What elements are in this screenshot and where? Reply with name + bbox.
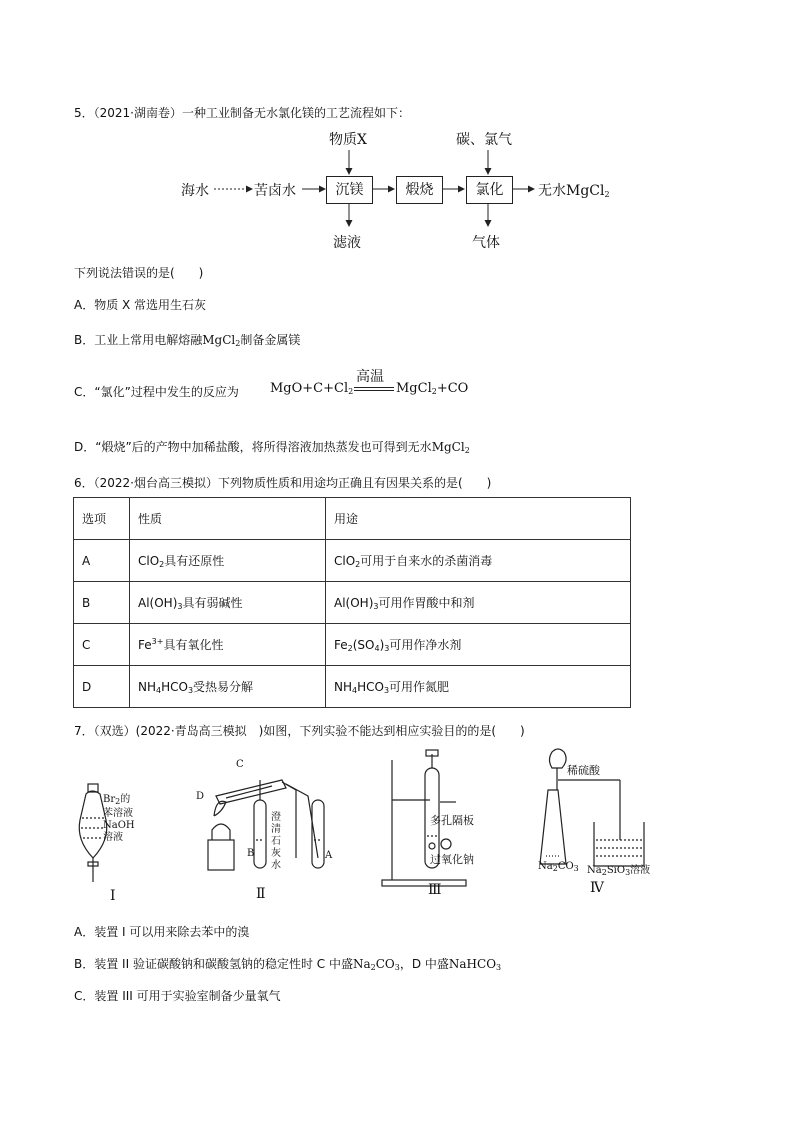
table-header-row	[74, 498, 631, 540]
table-row: D $NH_4HCO_3$受热易分解 $NH_4HCO_3$可用作氮肥	[74, 666, 631, 708]
fig3-numeral: Ⅲ	[428, 882, 442, 898]
fig2-numeral: Ⅱ	[256, 886, 266, 902]
q6-stem: 6．（2022·烟台高三模拟）下列物质性质和用途均正确且有因果关系的是( )	[74, 476, 492, 490]
condition-high-temp: 高温	[356, 369, 384, 385]
flow-arrows	[0, 0, 794, 260]
q7-option-c: C．装置 III 可用于实验室制备少量氧气	[74, 989, 281, 1003]
fig4-label-acid: 稀硫酸	[567, 764, 600, 777]
q7-option-a: A．装置 I 可以用来除去苯中的溴	[74, 925, 250, 939]
flow-above-x: 物质X	[329, 132, 367, 148]
fig4-numeral: Ⅳ	[590, 880, 604, 896]
fig3-label-porous: 多孔隔板	[430, 814, 474, 827]
flow-product: 无水MgCl$_2$	[538, 183, 610, 199]
header-option: 选项	[74, 498, 130, 540]
header-property: 性质	[130, 498, 326, 540]
flow-below-gas: 气体	[472, 235, 500, 251]
table-row: A ClO$_2$具有还原性 ClO$_2$可用于自来水的杀菌消毒	[74, 540, 631, 582]
fig4-label-na2co3: $Na_2CO_3$	[538, 861, 579, 873]
fig2-label-a: A	[325, 850, 333, 861]
q6-table	[73, 497, 631, 708]
flow-step-precipitate: 沉镁	[326, 176, 373, 204]
fig1-numeral: Ⅰ	[110, 888, 116, 904]
fig2-label-d: D	[196, 791, 205, 802]
fig2-label-c: C	[236, 759, 244, 770]
q7-stem: 7．（双选）(2022·青岛高三模拟 )如图，下列实验不能达到相应实验目的的是( )	[74, 724, 525, 738]
table-row: C $Fe^{3+}$具有氧化性 $Fe_2(SO_4)_3$可用作净水剂	[74, 624, 631, 666]
flow-brine: 苦卤水	[254, 183, 296, 199]
q5-ask: 下列说法错误的是( )	[74, 266, 204, 280]
fig4-label-na2sio3: $Na_2SiO_3$溶液	[587, 865, 651, 877]
flow-step-chlorinate: 氯化	[466, 176, 513, 204]
flow-seawater: 海水	[181, 183, 209, 199]
fig3-label-peroxide: 过氧化钠	[430, 853, 474, 866]
q5-option-a: A．物质 X 常选用生石灰	[74, 298, 207, 312]
q5-option-b: B．工业上常用电解熔融MgCl$_2$制备金属镁	[74, 333, 301, 348]
q5-stem: 5．（2021·湖南卷）一种工业制备无水氯化镁的工艺流程如下：	[74, 106, 410, 120]
fig2-label-b: B	[247, 848, 255, 859]
flow-below-filtrate: 滤液	[333, 235, 361, 251]
heating-tubes-drawing	[208, 780, 324, 870]
fig1-labels: $Br_2$的 苯溶液 NaOH 溶液	[103, 794, 135, 843]
q5-option-d: D．“煅烧”后的产物中加稀盐酸，将所得溶液加热蒸发也可得到无水MgCl$_2$	[74, 440, 470, 455]
fig2-limewater-label: 澄 清 石 灰 水	[271, 812, 281, 871]
q7-option-b: B．装置 II 验证碳酸钠和碳酸氢钠的稳定性时 C 中盛$Na_2CO_3$，D 中盛NaHCO$_3$	[74, 957, 502, 972]
header-use: 用途	[326, 498, 631, 540]
flow-step-calcine: 煅烧	[396, 176, 443, 204]
table-row: B $Al(OH)_3$具有弱碱性 $Al(OH)_3$可用作胃酸中和剂	[74, 582, 631, 624]
flow-above-carbon: 碳、氯气	[456, 132, 512, 148]
